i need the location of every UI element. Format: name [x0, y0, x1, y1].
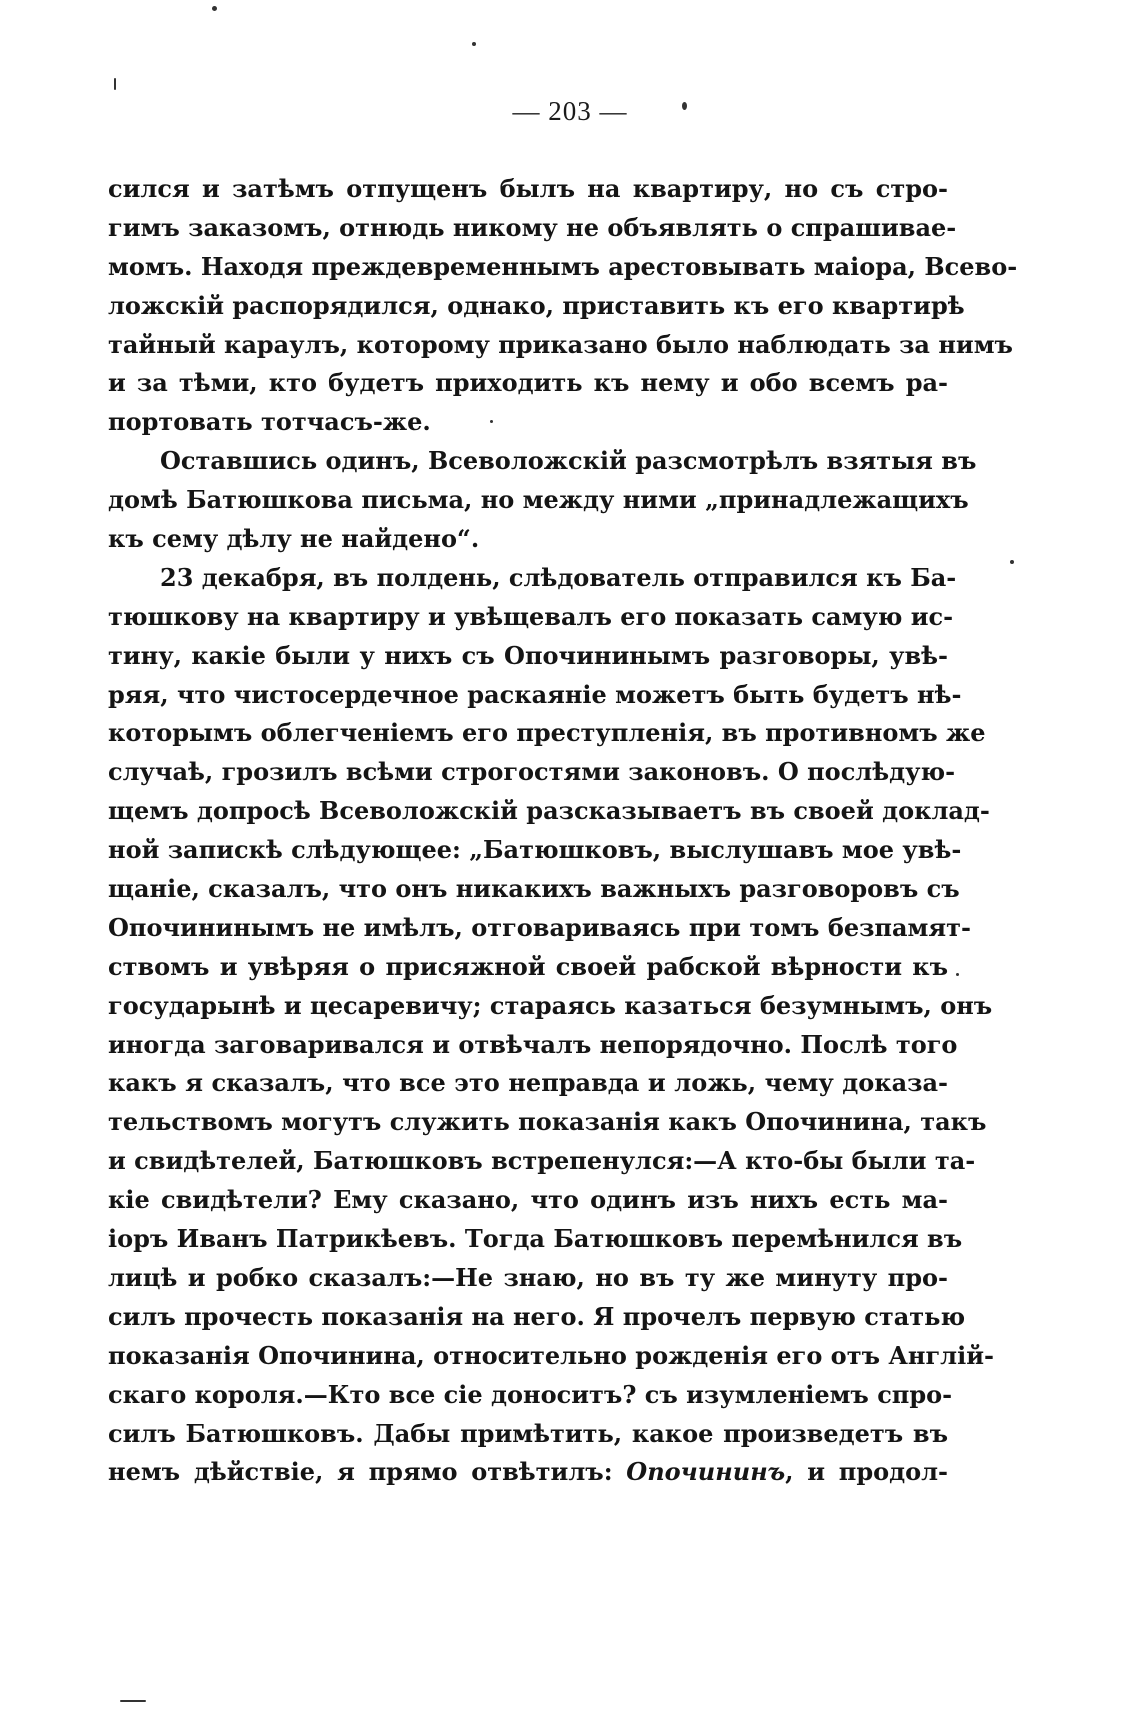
text-line: гимъ заказомъ, отнюдь никому не объявлять о спрашивае- [108, 212, 957, 242]
text-line: ложскій распорядился, однако, приставить къ его квартирѣ [108, 290, 965, 320]
text-line: ряя, что чистосердечное раскаяніе можетъ быть будетъ нѣ- [108, 679, 962, 709]
text-line: сился и затѣмъ отпущенъ былъ на квартиру, но съ стро- [108, 174, 948, 203]
scan-speck [956, 973, 959, 976]
text-line: Опочининымъ не имѣлъ, отговариваясь при томъ безпамят- [108, 912, 971, 942]
text-line: силъ прочесть показанія на него. Я прочелъ первую статью [108, 1301, 966, 1331]
text-line: момъ. Находя преждевременнымъ арестовывать маіора, Всево- [108, 251, 1018, 281]
scan-speck [472, 42, 476, 46]
text-line: скаго короля.—Кто все сіе доноситъ? съ изумленіемъ спро- [108, 1379, 953, 1409]
text-line: тельствомъ могутъ служить показанія какъ Опочинина, такъ [108, 1107, 987, 1137]
body-text [108, 170, 1018, 1492]
text-line: іоръ Иванъ Патрикѣевъ. Тогда Батюшковъ перемѣнился въ [108, 1224, 963, 1254]
text-line: которымъ облегченіемъ его преступленія, въ противномъ же [108, 718, 986, 748]
scan-speck [682, 102, 687, 110]
text-line: случаѣ, грозилъ всѣми строгостями законовъ. О послѣдую- [108, 757, 956, 787]
text-line-final [108, 1453, 948, 1492]
text-line: ной запискѣ слѣдующее: „Батюшковъ, выслушавъ мое увѣ- [108, 835, 962, 865]
text-line: къ сему дѣлу не найдено“. [108, 524, 480, 554]
text-line: и за тѣми, кто будетъ приходить къ нему и обо всемъ ра- [108, 368, 948, 398]
text-line: тюшкову на квартиру и увѣщевалъ его показать самую ис- [108, 601, 954, 631]
text-line: щемъ допросѣ Всеволожскій разсказываетъ въ своей доклад- [108, 796, 990, 826]
text-line: кіе свидѣтели? Ему сказано, что одинъ изъ нихъ есть ма- [108, 1185, 948, 1215]
text-line: показанія Опочинина, относительно рожденія его отъ Англій- [108, 1340, 994, 1370]
text-line: лицѣ и робко сказалъ:—Не знаю, но въ ту же минуту про- [108, 1262, 948, 1292]
text-line: портовать тотчасъ-же. [108, 407, 431, 437]
final-line-tail: , и продол- [785, 1457, 948, 1487]
final-line-text: немъ дѣйствіе, я прямо отвѣтилъ: [108, 1457, 613, 1487]
paragraph-start-line: Оставшись одинъ, Всеволожскій разсмотрѣлъ взятыя въ [160, 446, 977, 476]
scan-speck [120, 1700, 146, 1702]
scan-speck [490, 420, 493, 423]
scan-speck [212, 6, 217, 11]
text-line: тину, какіе были у нихъ съ Опочининымъ разговоры, увѣ- [108, 640, 948, 670]
text-line: иногда заговаривался и отвѣчалъ непорядочно. Послѣ того [108, 1029, 958, 1059]
paragraph-start-line: 23 декабря, въ полдень, слѣдователь отправился къ Ба- [160, 562, 957, 592]
page-number: — 203 — [512, 96, 628, 126]
italic-name: Опочининъ [626, 1457, 786, 1487]
scan-speck [1010, 560, 1014, 564]
text-line: и свидѣтелей, Батюшковъ встрепенулся:—А кто-бы были та- [108, 1146, 976, 1176]
text-line: домѣ Батюшкова письма, но между ними „принадлежащихъ [108, 485, 969, 515]
text-line: тайный караулъ, которому приказано было наблюдать за нимъ [108, 329, 1013, 359]
text-line: государынѣ и цесаревичу; стараясь казаться безумнымъ, онъ [108, 990, 993, 1020]
text-line: силъ Батюшковъ. Дабы примѣтить, какое произведетъ въ [108, 1418, 948, 1448]
text-line: какъ я сказалъ, что все это неправда и ложь, чему доказа- [108, 1068, 948, 1098]
scan-speck [114, 78, 116, 90]
text-line: ствомъ и увѣряя о присяжной своей рабской вѣрности къ [108, 951, 948, 981]
text-line: щаніе, сказалъ, что онъ никакихъ важныхъ разговоровъ съ [108, 874, 960, 904]
